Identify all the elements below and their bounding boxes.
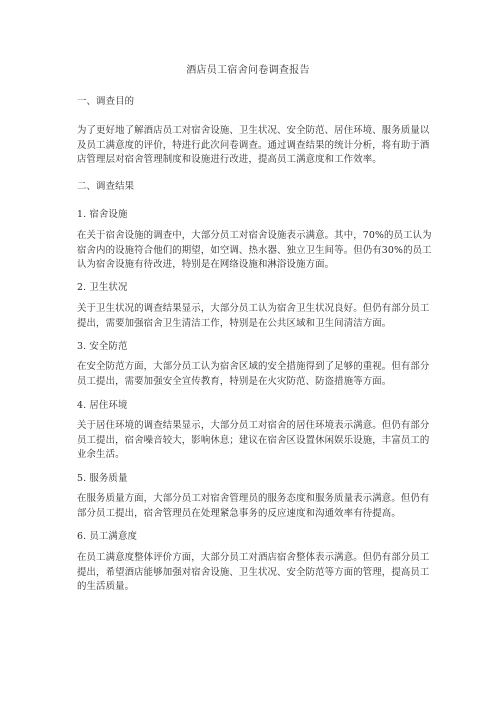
item-paragraph-service: 在服务质量方面，大部分员工对宿舍管理员的服务态度和服务质量表示满意。但仍有部分员工提出，宿舍管理员在处理紧急事务的反应速度和沟通效率有待提高。 (77, 493, 430, 519)
item-heading-facilities: 1. 宿舍设施 (77, 209, 128, 220)
item-paragraph-environment: 关于居住环境的调查结果显示，大部分员工对宿舍的居住环境表示满意。但仍有部分员工提出，宿舍噪音较大，影响休息；建议在宿舍区设置休闲娱乐设施，丰富员工的业余生活。 (77, 420, 430, 461)
item-heading-satisfaction: 6. 员工满意度 (77, 531, 138, 542)
item-paragraph-hygiene: 关于卫生状况的调查结果显示，大部分员工认为宿舍卫生状况良好。但仍有部分员工提出，需要加强宿舍卫生清洁工作，特别是在公共区域和卫生间清洁方面。 (77, 303, 430, 329)
item-heading-hygiene: 2. 卫生状况 (77, 282, 128, 293)
document-title: 酒店员工宿舍问卷调查报告 (186, 65, 310, 76)
item-paragraph-facilities: 在关于宿舍设施的调查中，大部分员工对宿舍设施表示满意。其中，70%的员工认为宿舍内的设施符合他们的期望，如空调、热水器、独立卫生间等。但仍有30%的员工认为宿舍设施有待改进，特别是在网络设施和淋浴设施方面。 (77, 230, 432, 271)
item-paragraph-security: 在安全防范方面，大部分员工认为宿舍区域的安全措施得到了足够的重视。但有部分员工提出，需要加强安全宣传教育，特别是在火灾防范、防盗措施等方面。 (77, 361, 430, 387)
section-paragraph-purpose: 为了更好地了解酒店员工对宿舍设施、卫生状况、安全防范、居住环境、服务质量以及员工满意度的评价，特进行此次问卷调查。通过调查结果的统计分析，将有助于酒店管理层对宿舍管理制度和设施进行改进，提高员工满意度和工作效率。 (77, 125, 430, 166)
item-heading-environment: 4. 居住环境 (77, 400, 128, 411)
item-paragraph-satisfaction: 在员工满意度整体评价方面，大部分员工对酒店宿舍整体表示满意。但仍有部分员工提出，希望酒店能够加强对宿舍设施、卫生状况、安全防范等方面的管理，提高员工的生活质量。 (77, 552, 430, 593)
item-heading-service: 5. 服务质量 (77, 473, 128, 484)
section-heading-purpose: 一、调查目的 (77, 96, 135, 107)
section-heading-results: 二、调查结果 (77, 181, 135, 192)
item-heading-security: 3. 安全防范 (77, 341, 128, 352)
